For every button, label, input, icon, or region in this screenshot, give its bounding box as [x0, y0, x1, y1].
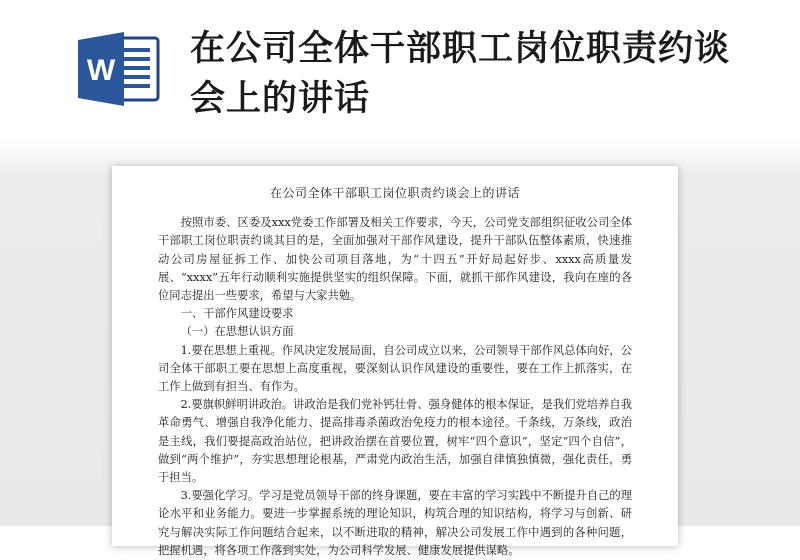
document-body — [158, 184, 632, 560]
section-heading: 一、干部作风建设要求 — [180, 307, 294, 321]
paragraph-item-2: 2.要旗帜鲜明讲政治。讲政治是我们党补钙壮骨、强身健体的根本保证，是我们党培养自我革命勇气、增强自我净化能力、提高排毒杀菌政治免疫力的根本途径。千条线，万条线，政治是主线，我们要提高政治站位，把讲政治摆在首要位置，树牢“四个意识”，坚定“四个自信”，做到“两个维护”，夯实思想理论根基，严肃党内政治生活，加强自律慎独慎微，强化责任，勇于担当。 — [158, 398, 632, 485]
microsoft-word-icon — [76, 30, 164, 108]
banner — [0, 0, 800, 150]
banner-title: 在公司全体干部职工岗位职责约谈会上的讲话 — [190, 29, 731, 119]
word-icon-letter: W — [86, 54, 116, 87]
paragraph-item-1: 1.要在思想上重视。作风决定发展局面，自公司成立以来，公司领导干部作风总体向好，公司全体干部职工要在思想上高度重视，要深刻认识作风建设的重要性，要在工作上抓落实，在工作上做到有担当、有作为。 — [158, 343, 632, 394]
paragraph-intro: 按照市委、区委及xxx党委工作部署及相关工作要求，今天，公司党支部组织征收公司全体干部职工岗位职责约谈其目的是，全面加强对干部作风建设，提升干部队伍整体素质，快速推动公司房屋征拆工作、加快公司项目落地，为“十四五”开好局起好步、xxxx高质量发展、“xxxx”五年行动顺利实施提供坚实的组织保障。下面，就抓干部作风建设，我向在座的各位同志提出一些要求，希望与大家共勉。 — [158, 216, 632, 303]
paragraph-item-3: 3.要强化学习。学习是党员领导干部的终身课题，要在丰富的学习实践中不断提升自己的理论水平和业务能力。要进一步掌握系统的理论知识，构筑合理的知识结构，将学习与创新、研究与解决实际工作问题结合起来，以不断进取的精神，解决公司发展工作中遇到的各种问题，把握机遇，将各项工作落到实处，为公司科学发展、健康发展提供谋略。 — [158, 489, 632, 557]
subsection-heading: （一）在思想认识方面 — [180, 325, 294, 339]
document-title: 在公司全体干部职工岗位职责约谈会上的讲话 — [269, 186, 520, 200]
document-page — [112, 166, 678, 557]
